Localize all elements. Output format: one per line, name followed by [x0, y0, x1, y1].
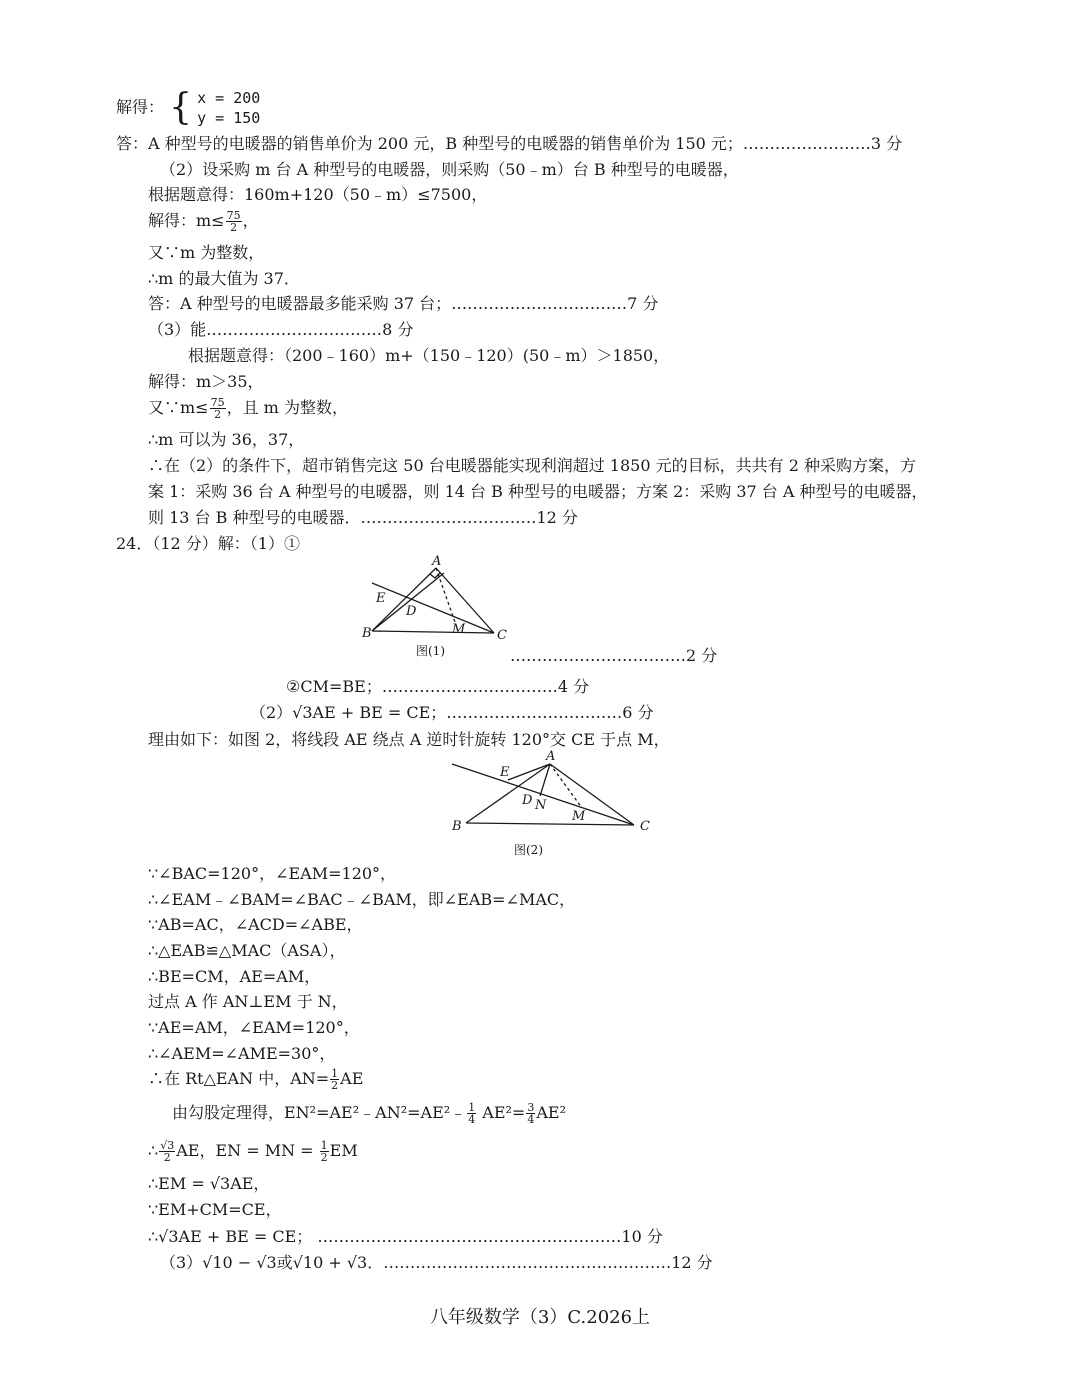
part3-condition	[148, 397, 348, 420]
brace-glyph: {	[169, 87, 193, 128]
conclusion-2: 案 1：采购 36 台 A 种型号的电暖器，则 14 台 B 种型号的电暖器；方案 2：采购 37 台 A 种型号的电暖器，	[148, 482, 928, 501]
numerator: 1	[468, 1101, 476, 1114]
proof-14: ∴√3AE + BE = CE； …………………………………………………10 分	[148, 1227, 663, 1246]
label-e: E	[500, 765, 510, 780]
proof-9	[148, 1068, 363, 1091]
figure-1	[360, 553, 520, 663]
solve-text: 解得：m≤	[148, 211, 225, 230]
fraction	[226, 210, 242, 233]
answer-line-2: 答：A 种型号的电暖器最多能采购 37 台；……………………………7 分	[148, 294, 659, 313]
label-m: M	[452, 622, 466, 637]
solve-label: 解得：	[116, 97, 165, 117]
fraction	[467, 1102, 476, 1125]
condition-text: 又∵m≤	[148, 398, 209, 417]
label-a: A	[432, 554, 442, 569]
label-c: C	[497, 628, 507, 643]
part3-inequality: 根据题意得：（200﹣160）m+（150﹣120）(50﹣m）＞1850，	[188, 346, 670, 365]
proof-1: ∵∠BAC=120°，∠EAM=120°，	[148, 864, 397, 883]
fraction	[159, 1140, 175, 1163]
label-m: M	[572, 809, 586, 824]
integer-note: 又∵m 为整数，	[148, 243, 265, 262]
part3-solve: 解得：m＞35，	[148, 372, 264, 391]
figure-2-caption: 图(2)	[514, 843, 543, 857]
numerator: 1	[320, 1139, 328, 1152]
fraction	[320, 1140, 329, 1163]
fraction	[330, 1068, 339, 1091]
fraction	[210, 397, 226, 420]
conclusion-1: ∴在（2）的条件下，超市销售完这 50 台电暖器能实现利润超过 1850 元的目标，共共有 2 种采购方案，方	[148, 456, 916, 475]
question-24-header: 24．（12 分）解：（1）①	[116, 534, 300, 553]
proof-3: ∵AB=AC，∠ACD=∠ABE，	[148, 915, 363, 934]
label-c: C	[640, 819, 650, 834]
segment-ea	[508, 764, 550, 780]
numerator: 75	[210, 396, 225, 409]
condition-rest: ，且 m 为整数，	[226, 398, 348, 417]
comma: ，	[242, 211, 259, 230]
figure-2	[440, 750, 660, 862]
part3-answer: （3）√10 − √3或√10 + √3．………………………………………………12 分	[160, 1253, 713, 1272]
denominator: 4	[468, 1113, 476, 1126]
denominator: 2	[320, 1151, 328, 1164]
denominator: 2	[230, 221, 238, 234]
page-footer: 八年级数学（3）C.2026上	[429, 1307, 651, 1328]
proof-7: ∵AE=AM，∠EAM=120°，	[148, 1018, 360, 1037]
equation-y: y = 150	[197, 109, 261, 127]
proof-9-text: ∴在 Rt△EAN 中，AN=	[148, 1069, 330, 1088]
figure-1-caption: 图(1)	[416, 644, 445, 658]
conclusion-3: 则 13 台 B 种型号的电暖器．……………………………12 分	[148, 508, 578, 527]
proof-12: ∴EM = √3AE，	[148, 1174, 270, 1193]
denominator: 2	[163, 1151, 171, 1164]
proof-9-rest: AE	[340, 1069, 364, 1088]
proof-4: ∴△EAB≌△MAC（ASA），	[148, 941, 346, 960]
dashed-am	[550, 764, 582, 808]
numerator: 1	[331, 1067, 339, 1080]
proof-11-end: EM	[329, 1141, 358, 1160]
numerator: 3	[527, 1101, 535, 1114]
fraction	[526, 1102, 535, 1125]
denominator: 4	[527, 1113, 535, 1126]
label-d: D	[522, 793, 533, 808]
proof-8: ∴∠AEM=∠AME=30°，	[148, 1044, 336, 1063]
part2-inequality: 根据题意得：160m+120（50﹣m）≤7500，	[148, 185, 488, 204]
denominator: 2	[331, 1079, 339, 1092]
denominator: 2	[214, 408, 222, 421]
proof-10-text: 由勾股定理得，EN²=AE²﹣AN²=AE²﹣	[172, 1103, 467, 1122]
reason-intro: 理由如下：如图 2，将线段 AE 绕点 A 逆时针旋转 120°交 CE 于点 M，	[148, 730, 670, 749]
proof-6: 过点 A 作 AN⊥EM 于 N，	[148, 992, 348, 1011]
proof-13: ∵EM+CM=CE，	[148, 1200, 282, 1219]
numerator: √3	[160, 1139, 175, 1152]
numerator: 75	[226, 209, 241, 222]
proof-2: ∴∠EAM﹣∠BAM=∠BAC﹣∠BAM，即∠EAB=∠MAC，	[148, 890, 576, 909]
part3-header: （3）能……………………………8 分	[148, 320, 414, 339]
segment-bc	[372, 631, 494, 633]
segment-an	[540, 764, 550, 796]
proof-5: ∴BE=CM，AE=AM，	[148, 967, 321, 986]
proof-11-mid: AE，EN = MN =	[176, 1141, 319, 1160]
part2-solve	[148, 210, 259, 233]
label-d: D	[406, 604, 417, 619]
solution-system-line	[116, 88, 260, 128]
label-b: B	[362, 626, 372, 641]
equation-x: x = 200	[197, 89, 261, 107]
proof-10	[172, 1102, 566, 1125]
label-e: E	[376, 591, 386, 606]
label-n: N	[535, 798, 547, 813]
line-ce	[452, 764, 634, 825]
proof-11	[148, 1140, 358, 1163]
line-through-e	[372, 583, 494, 633]
score-line-2: ……………………………2 分	[510, 646, 718, 665]
label-a: A	[546, 750, 556, 764]
segment-bc	[466, 823, 634, 825]
equation-system	[197, 88, 260, 128]
segment-ac	[550, 764, 634, 825]
max-value: ∴m 的最大值为 37．	[148, 269, 300, 288]
part3-values: ∴m 可以为 36，37，	[148, 430, 305, 449]
label-b: B	[452, 819, 462, 834]
proof-10-mid: AE²=	[477, 1103, 526, 1122]
part1-2: ②CM=BE；……………………………4 分	[286, 677, 590, 696]
proof-10-end: AE²	[536, 1103, 566, 1122]
answer-line-1: 答：A 种型号的电暖器的销售单价为 200 元，B 种型号的电暖器的销售单价为 150 元；……………………3 分	[116, 134, 903, 153]
part2-claim: （2）√3AE + BE = CE；……………………………6 分	[250, 703, 654, 722]
therefore: ∴	[148, 1141, 159, 1160]
part2-setup: （2）设采购 m 台 A 种型号的电暖器，则采购（50﹣m）台 B 种型号的电暖器，	[160, 160, 739, 179]
